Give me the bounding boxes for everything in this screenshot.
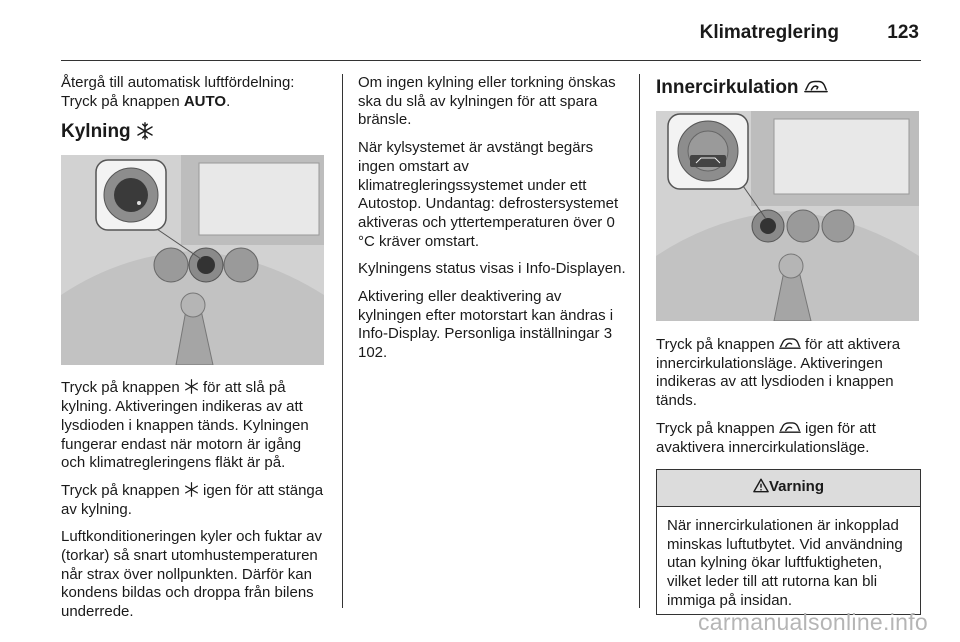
column-3 (656, 74, 921, 615)
warning-header (657, 470, 920, 507)
dashboard-illustration (656, 111, 919, 321)
page-number: 123 (887, 22, 919, 43)
intro-paragraph: Återgå till automatisk luftfördelning: Tryck på knappen AUTO. (61, 74, 295, 110)
warning-text: När innercirkulationen är inkopplad minskas luftutbytet. Vid användning utan kylning ökar luftfuktigheten, vilket leder till att rutorna kan bli immiga på insidan. (667, 516, 903, 609)
section-title-cooling: Kylning (61, 121, 329, 143)
col2-paragraph-4: Aktivering eller deaktivering av kylningen efter motorstart kan ändras i Info-Display. Personliga inställningar 3 102. (358, 288, 614, 362)
recirculation-paragraph-2: Tryck på knappen igen för att avaktivera innercirkulationsläge. (656, 419, 876, 456)
auto-label: AUTO (183, 92, 227, 110)
page-title: Klimatreglering (699, 22, 839, 43)
snowflake-icon (136, 122, 154, 140)
page-reference-arrow: 3 (603, 325, 613, 343)
column-1 (61, 74, 329, 631)
warning-box (656, 469, 921, 615)
recirculation-button-figure (656, 111, 919, 321)
page-header (61, 0, 921, 62)
column-divider-2 (639, 74, 640, 608)
header-rule (61, 60, 921, 61)
snowflake-icon (184, 482, 199, 497)
column-2 (358, 74, 626, 372)
section-title-recirculation: Innercirkulation (656, 77, 921, 99)
col2-paragraph-1: Om ingen kylning eller torkning önskas ska du slå av kylningen för att spara bränsle. (358, 74, 616, 129)
page-reference[interactable]: 102. (358, 344, 388, 362)
cooling-paragraph-2: Tryck på knappen igen för att stänga av kylning. (61, 481, 324, 518)
col2-paragraph-3: Kylningens status visas i Info-Displayen. (358, 260, 626, 278)
cooling-paragraph-1: Tryck på knappen för att slå på kylning. Aktiveringen indikeras av att lysdioden i knappen tänds. Kylningen fungerar endast när motorn är igång och klimatregleringens fläkt är på. (61, 379, 309, 472)
snowflake-icon (184, 379, 199, 394)
recirculation-icon (779, 337, 801, 351)
column-divider-1 (342, 74, 343, 608)
cooling-paragraph-3: Luftkonditioneringen kyler och fuktar av (torkar) så snart utomhustemperaturen når strax över nollpunkten. Därför kan kondens bildas och droppa från bilens underrede. (61, 528, 322, 621)
warning-triangle-icon (753, 478, 769, 493)
warning-label: Varning (768, 478, 824, 496)
col2-paragraph-2: När kylsystemet är avstängt begärs ingen omstart av klimatregleringssystemet under ett Autostop. Undantag: defrostersystemet aktiveras och yttertemperaturen över 0 °C kräver omstart. (358, 139, 619, 250)
cooling-button-figure (61, 155, 324, 365)
watermark: carmanualsonline.info (697, 609, 928, 635)
recirculation-icon (804, 79, 828, 95)
recirculation-icon (779, 421, 801, 435)
recirculation-paragraph-1: Tryck på knappen för att aktivera innercirkulationsläge. Aktiveringen indikeras av att lysdioden i knappen tänds. (656, 336, 901, 410)
dashboard-illustration (61, 155, 324, 365)
